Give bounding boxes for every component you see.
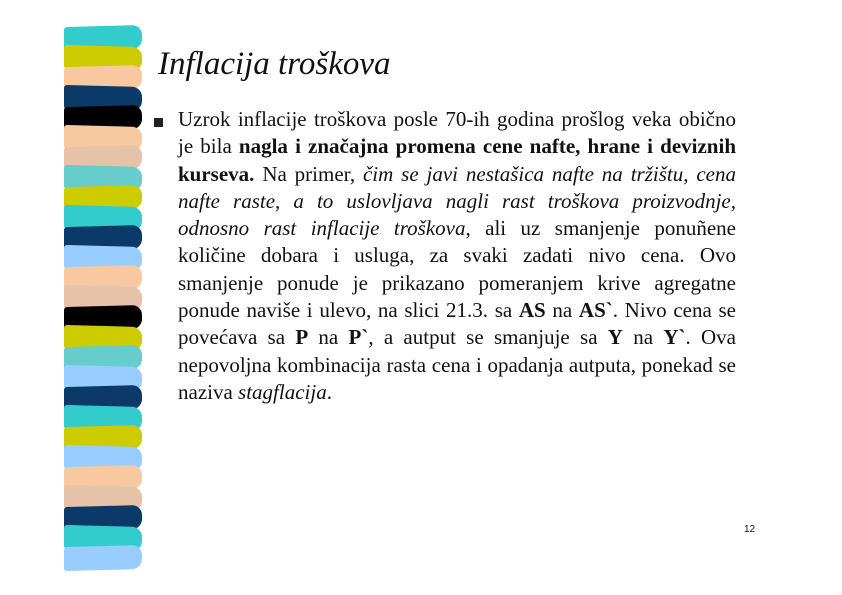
slide-title: Inflacija troškova — [158, 46, 391, 82]
text-segment: nagla i značajna promena cene nafte, hrane i deviznih kurseva. — [178, 134, 742, 186]
text-segment: čim se javi nestašica nafte na tržištu, cena nafte raste, a to uslovljava nagli rast troškova proizvodnje, odnosno rast inflacije troškova — [178, 161, 742, 241]
body-paragraph — [178, 106, 742, 406]
text-segment: na — [308, 325, 349, 350]
decorative-stripe — [64, 28, 142, 568]
text-segment: , ali uz smanjenje ponuñene količine dobara i usluga, za svaki zadati nivo cena. Ovo smanjenje ponude je prikazano pomeranjem krive agregatne ponude naviše i ulevo, na slici 21.3. sa — [178, 216, 742, 323]
text-segment: Y` — [663, 325, 686, 350]
text-segment: P — [295, 325, 309, 350]
text-segment: na — [622, 325, 664, 350]
text-segment: . Ova nepovoljna kombinacija rasta cena i opadanja autputa, ponekad se naziva — [178, 325, 742, 404]
bullet-square-icon — [154, 118, 163, 127]
text-segment: . — [326, 379, 332, 404]
text-segment: Uzrok inflacije troškova posle 70-ih godina prošlog veka obično je bila — [178, 107, 742, 159]
text-segment: AS` — [578, 298, 613, 323]
text-segment: AS — [518, 298, 546, 323]
text-segment: P` — [348, 325, 369, 350]
text-segment: Y — [607, 325, 623, 350]
text-segment: , a autput se smanjuje sa — [368, 325, 608, 350]
page-number: 12 — [744, 524, 756, 535]
text-segment: stagflacija — [238, 379, 327, 404]
text-segment: na — [545, 298, 579, 323]
text-segment: . Nivo cena se povećava sa — [178, 298, 742, 350]
text-segment: Na primer, — [254, 161, 363, 186]
stripe-band — [64, 545, 142, 571]
